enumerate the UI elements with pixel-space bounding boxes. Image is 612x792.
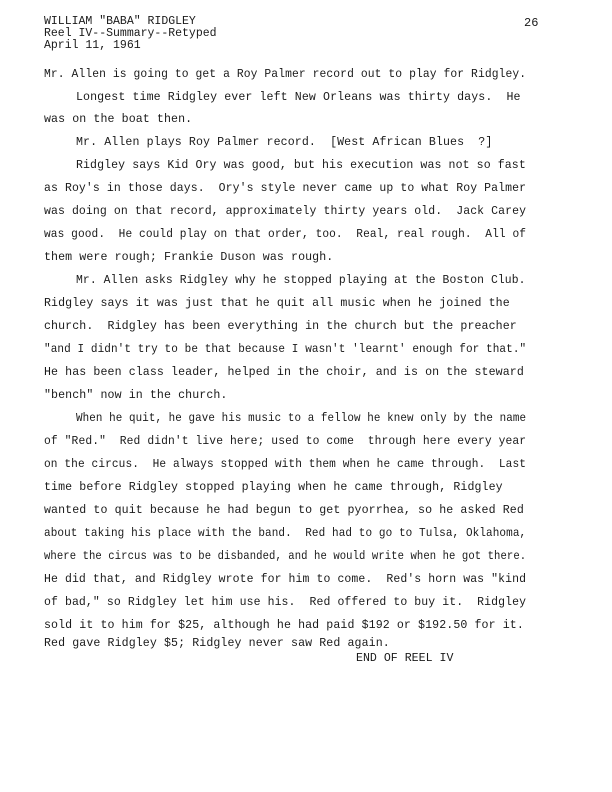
interview-date: April 11, 1961 bbox=[44, 39, 141, 52]
text-line: was good. He could play on that order, too. Real, real rough. All of bbox=[44, 228, 527, 241]
text-line: "bench" now in the church. bbox=[44, 389, 228, 402]
text-line: of bad," so Ridgley let him use his. Red offered to buy it. Ridgley bbox=[44, 596, 527, 609]
text-line: them were rough; Frankie Duson was rough. bbox=[44, 251, 334, 264]
text-line: Mr. Allen asks Ridgley why he stopped playing at the Boston Club. bbox=[76, 274, 526, 287]
text-line: church. Ridgley has been everything in the church but the preacher bbox=[44, 320, 517, 333]
text-line: on the circus. He always stopped with them when he came through. Last bbox=[44, 458, 527, 471]
text-line: of "Red." Red didn't live here; used to come through here every year bbox=[44, 435, 527, 448]
text-line: Mr. Allen plays Roy Palmer record. [West African Blues ?] bbox=[76, 136, 493, 149]
text-line: was doing on that record, approximately thirty years old. Jack Carey bbox=[44, 205, 527, 218]
text-line: Mr. Allen is going to get a Roy Palmer record out to play for Ridgley. bbox=[44, 68, 527, 81]
text-line: as Roy's in those days. Ory's style never came up to what Roy Palmer bbox=[44, 182, 527, 195]
text-line: sold it to him for $25, although he had paid $192 or $192.50 for it. bbox=[44, 619, 524, 632]
text-line: Ridgley says it was just that he quit all music when he joined the bbox=[44, 297, 510, 310]
text-line: where the circus was to be disbanded, and he would write when he got there. bbox=[44, 550, 527, 563]
text-line: Ridgley says Kid Ory was good, but his execution was not so fast bbox=[76, 159, 526, 172]
text-line: Red gave Ridgley $5; Ridgley never saw Red again. bbox=[44, 637, 390, 650]
text-line: about taking his place with the band. Red had to go to Tulsa, Oklahoma, bbox=[44, 527, 527, 540]
text-line: He has been class leader, helped in the choir, and is on the steward bbox=[44, 366, 524, 379]
text-line: When he quit, he gave his music to a fellow he knew only by the name bbox=[76, 412, 527, 425]
interviewee-name: WILLIAM "BABA" RIDGLEY bbox=[44, 15, 196, 28]
text-line: He did that, and Ridgley wrote for him to come. Red's horn was "kind bbox=[44, 573, 527, 586]
text-line: Longest time Ridgley ever left New Orleans was thirty days. He bbox=[76, 91, 521, 104]
page-number: 26 bbox=[524, 16, 539, 30]
reel-label: Reel IV--Summary--Retyped bbox=[44, 27, 217, 40]
text-line: was on the boat then. bbox=[44, 113, 193, 126]
text-line: "and I didn't try to be that because I wasn't 'learnt' enough for that." bbox=[44, 343, 527, 356]
text-line: time before Ridgley stopped playing when he came through, Ridgley bbox=[44, 481, 503, 494]
text-line: wanted to quit because he had begun to get pyorrhea, so he asked Red bbox=[44, 504, 524, 517]
end-of-reel-note: END OF REEL IV bbox=[356, 652, 454, 665]
